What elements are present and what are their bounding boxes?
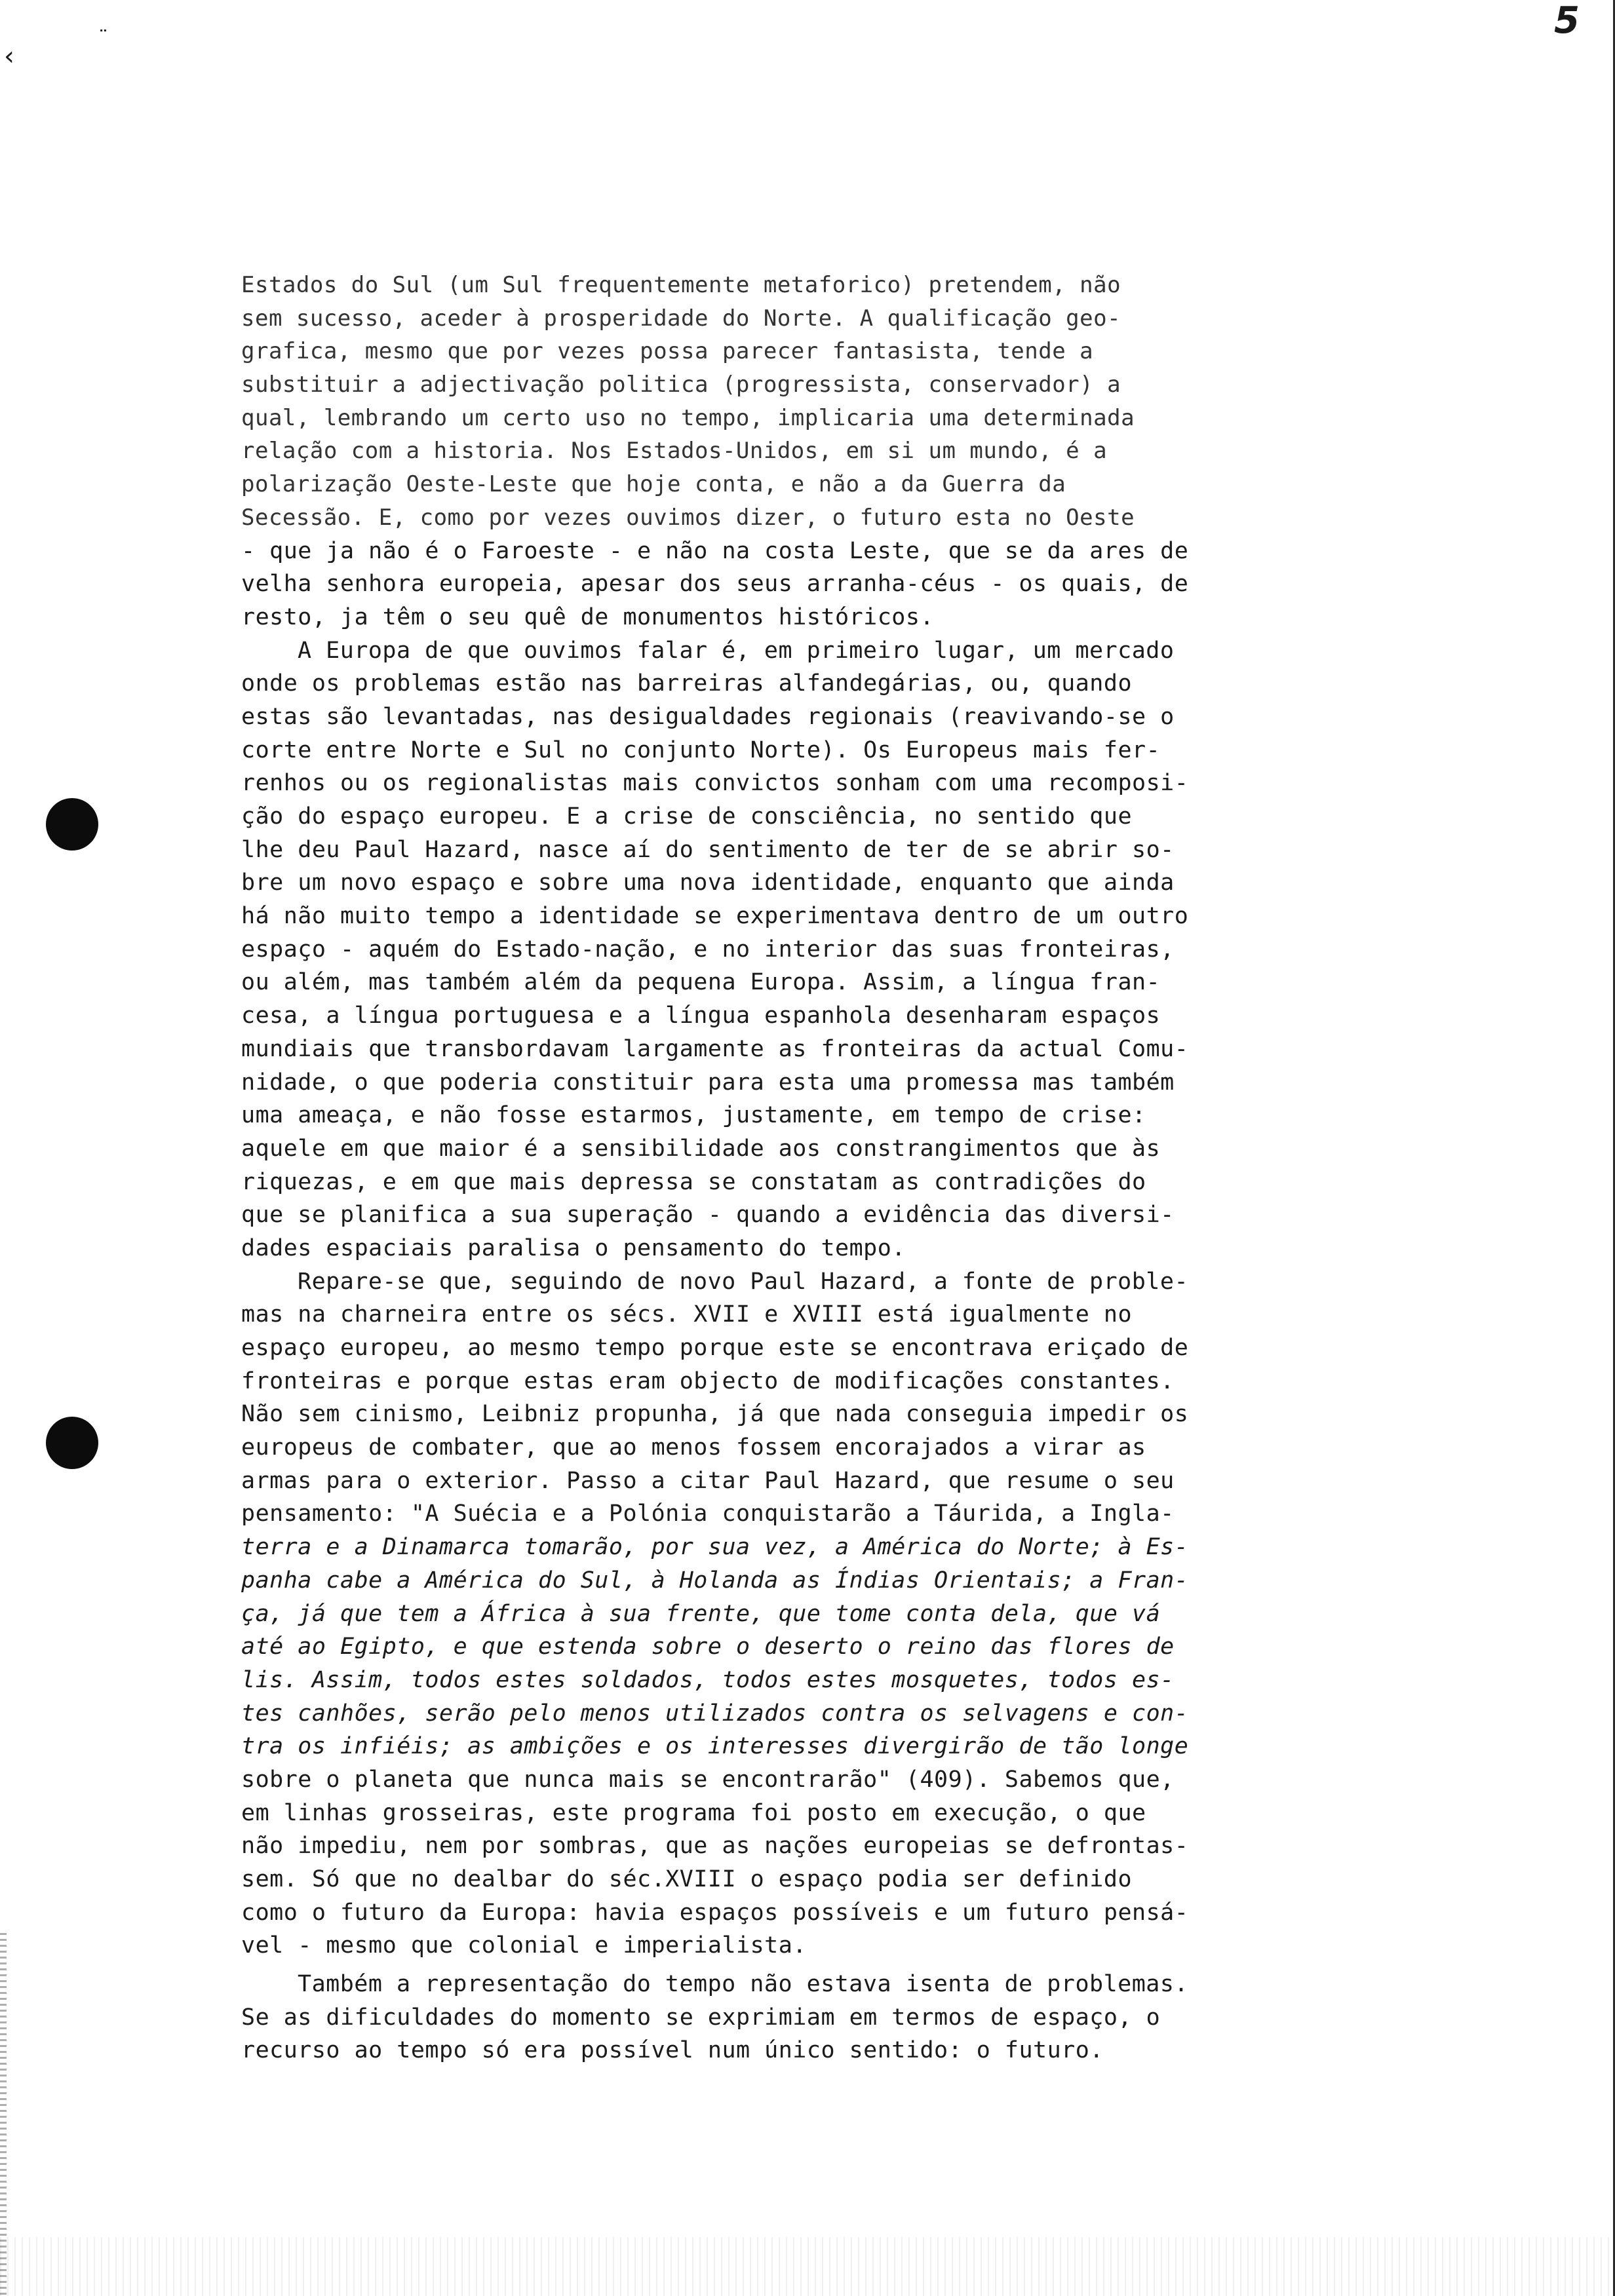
text-line: velha senhora europeia, apesar dos seus arranha-céus - os quais, de [241,571,1189,598]
text-line: há não muito tempo a identidade se experimentava dentro de um outro [241,903,1189,930]
paragraph [241,269,1362,634]
text-line: lhe deu Paul Hazard, nasce aí do sentimento de ter de se abrir so- [241,836,1175,863]
text-line: ou além, mas também além da pequena Europa. Assim, a língua fran- [241,969,1161,996]
text-line: corte entre Norte e Sul no conjunto Norte). Os Europeus mais fer- [241,737,1161,763]
text-line: recurso ao tempo só era possível num único sentido: o futuro. [241,2037,1104,2064]
text-line: pensamento: "A Suécia e a Polónia conquistarão a Táurida, a Ingla- [241,1501,1175,1527]
text-line: aquele em que maior é a sensibilidade aos constrangimentos que às [241,1135,1161,1162]
text-line: espaço - aquém do Estado-nação, e no interior das suas fronteiras, [241,936,1175,963]
quote-line: tra os infiéis; as ambições e os interesses divergirão de tão longe [241,1733,1189,1760]
scan-noise-bottom [0,2237,1615,2296]
quote-line: ça, já que tem a África à sua frente, que tome conta dela, que vá [241,1600,1161,1627]
text-line: armas para o exterior. Passo a citar Paul Hazard, que resume o seu [241,1467,1175,1494]
text-line: grafica, mesmo que por vezes possa parecer fantasista, tende a [241,338,1094,365]
text-line: europeus de combater, que ao menos fossem encorajados a virar as [241,1434,1146,1461]
paragraph [241,1265,1362,1962]
text-line: mundiais que transbordavam largamente as fronteiras da actual Comu- [241,1035,1189,1062]
text-line: cesa, a língua portuguesa e a língua espanhola desenharam espaços [241,1003,1161,1029]
paragraph [241,1968,1362,2067]
text-line: não impediu, nem por sombras, que as nações europeias se defrontas- [241,1833,1189,1860]
text-line: vel - mesmo que colonial e imperialista. [241,1932,807,1959]
text-line: relação com a historia. Nos Estados-Unidos, em si um mundo, é a [241,438,1108,465]
text-line: bre um novo espaço e sobre uma nova identidade, enquanto que ainda [241,870,1175,896]
text-line: sem sucesso, aceder à prosperidade do Norte. A qualificação geo- [241,305,1121,332]
text-line: A Europa de que ouvimos falar é, em primeiro lugar, um mercado [298,637,1175,664]
binder-hole-icon [46,1417,98,1469]
text-line: riquezas, e em que mais depressa se constatam as contradições do [241,1168,1146,1195]
scan-mark-left: ‹ [4,41,14,71]
text-line: ção do espaço europeu. E a crise de consciência, no sentido que [241,803,1133,830]
text-line: Também a representação do tempo não estava isenta de problemas. [298,1971,1189,1998]
text-line: sobre o planeta que nunca mais se encontrarão" (409). Sabemos que, [241,1766,1175,1793]
text-line: resto, ja têm o seu quê de monumentos históricos. [241,603,935,630]
text-line: renhos ou os regionalistas mais convictos sonham com uma recomposi- [241,770,1189,797]
text-line: Estados do Sul (um Sul frequentemente metaforico) pretendem, não [241,272,1121,298]
document-body [241,269,1362,2067]
quote-line: terra e a Dinamarca tomarão, por sua vez, a América do Norte; à Es- [241,1534,1189,1561]
text-line: fronteiras e porque estas eram objecto de modificações constantes. [241,1368,1175,1394]
text-line: sem. Só que no dealbar do séc.XVIII o espaço podia ser definido [241,1866,1133,1892]
text-line: onde os problemas estão nas barreiras alfandegárias, ou, quando [241,670,1133,697]
text-line: substituir a adjectivação politica (progressista, conservador) a [241,372,1121,398]
scan-mark-dot: ¨ [98,27,108,50]
text-line: polarização Oeste-Leste que hoje conta, e não a da Guerra da [241,471,1066,498]
quote-line: tes canhões, serão pelo menos utilizados contra os selvagens e con- [241,1700,1189,1727]
text-line: que se planifica a sua superação - quando a evidência das diversi- [241,1202,1175,1229]
quote-line: até ao Egipto, e que estenda sobre o deserto o reino das flores de [241,1634,1175,1660]
binder-hole-icon [46,798,98,851]
text-line: em linhas grosseiras, este programa foi posto em execução, o que [241,1799,1146,1826]
text-line: - que ja não é o Faroeste - e não na costa Leste, que se da ares de [241,537,1189,564]
paragraph [241,634,1362,1265]
text-line: Secessão. E, como por vezes ouvimos dizer, o futuro esta no Oeste [241,504,1135,531]
text-line: uma ameaça, e não fosse estarmos, justamente, em tempo de crise: [241,1102,1146,1129]
quote-line: panha cabe a América do Sul, à Holanda as Índias Orientais; a Fran- [241,1567,1189,1594]
text-line: Se as dificuldades do momento se exprimiam em termos de espaço, o [241,2004,1161,2031]
text-line: espaço europeu, ao mesmo tempo porque este se encontrava eriçado de [241,1335,1189,1361]
text-line: dades espaciais paralisa o pensamento do tempo. [241,1234,906,1261]
text-line: estas são levantadas, nas desigualdades regionais (reavivando-se o [241,703,1175,730]
page-number: 5 [1554,0,1580,42]
text-line: nidade, o que poderia constituir para esta uma promessa mas também [241,1069,1175,1096]
text-line: Não sem cinismo, Leibniz propunha, já que nada conseguia impedir os [241,1401,1189,1428]
text-line: Repare-se que, seguindo de novo Paul Hazard, a fonte de proble- [298,1268,1189,1295]
text-line: como o futuro da Europa: havia espaços possíveis e um futuro pensá- [241,1899,1189,1926]
text-line: mas na charneira entre os sécs. XVII e XVIII está igualmente no [241,1301,1133,1328]
text-line: qual, lembrando um certo uso no tempo, implicaria uma determinada [241,404,1135,431]
quote-line: lis. Assim, todos estes soldados, todos estes mosquetes, todos es- [241,1666,1175,1693]
